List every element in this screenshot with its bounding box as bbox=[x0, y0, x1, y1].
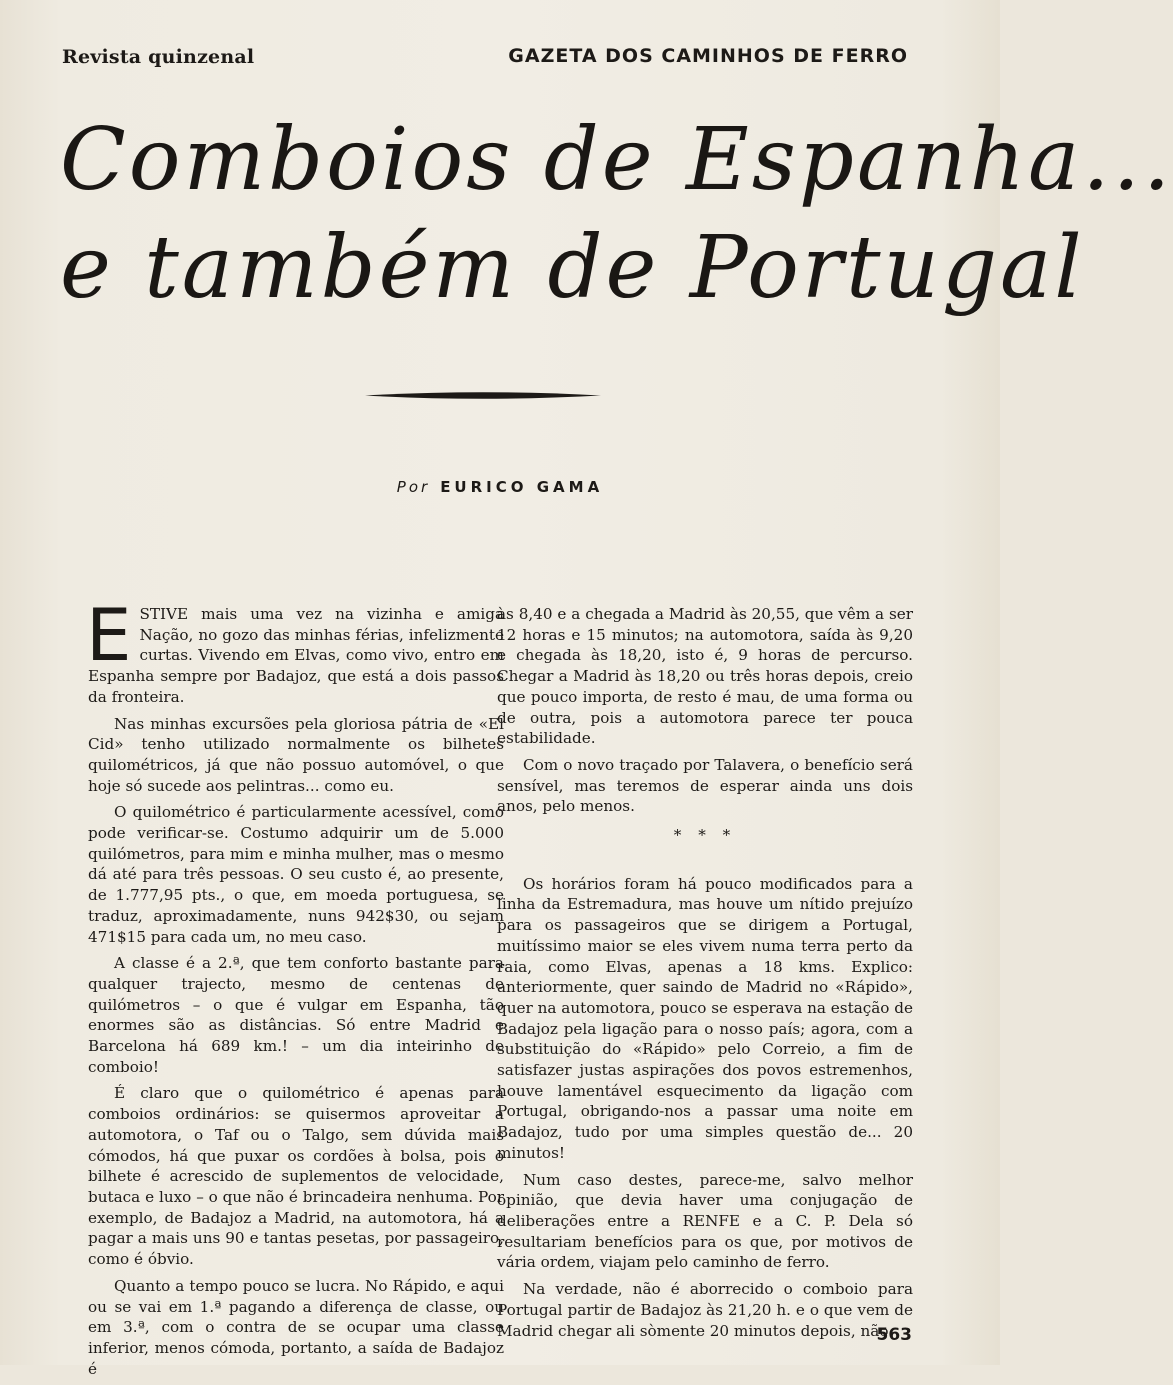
paragraph: às 8,40 e a chegada a Madrid às 20,55, que vêm a ser 12 horas e 15 minutos; na automotora, saída às 9,20 e chegada às 18,20, isto é, 9 horas de percurso. Chegar a Madrid às 18,20 ou três horas depois, creio que pouco importa, de resto é mau, de uma forma ou de outra, pois a automotora parece ter pouca estabilidade. bbox=[497, 605, 913, 748]
drop-cap: E bbox=[86, 593, 132, 677]
page-number: 563 bbox=[876, 1325, 912, 1345]
paragraph: O quilométrico é particularmente acessível, como pode verificar-se. Costumo adquirir um de 5.000 quilómetros, para mim e minha mulher, mas o mesmo dá até para três pessoas. O seu custo é, ao presente, de 1.777,95 pts., o que, em moeda portuguesa, se traduz, aproximadamente, nuns 942$30, ou sejam 471$15 para cada um, no meu caso. bbox=[88, 803, 504, 946]
paragraph: A classe é a 2.ª, que tem conforto bastante para qualquer trajecto, mesmo de centenas de quilómetros – o que é vulgar em Espanha, tão enormes são as distâncias. Só entre Madrid e Barcelona há 689 km.! – um dia inteirinho de comboio! bbox=[88, 954, 504, 1076]
paragraph: Na verdade, não é aborrecido o comboio para Portugal partir de Badajoz às 21,20 h. e o que vem de Madrid chegar ali sòmente 20 minutos depois, não bbox=[497, 1280, 913, 1340]
ornamental-rule bbox=[365, 390, 601, 401]
paragraph-text: STIVE mais uma vez na vizinha e amiga Nação, no gozo das minhas férias, infelizmente curtas. Vivendo em Elvas, como vivo, entro em Espanha sempre por Badajoz, que está a dois passos da fronteira. bbox=[88, 605, 504, 706]
header-periodicity: Revista quinzenal bbox=[62, 46, 255, 68]
article-title-line-1: Comboios de Espanha... bbox=[60, 110, 1173, 210]
article-title-line-2: e também de Portugal bbox=[60, 218, 1085, 318]
paragraph: Nas minhas excursões pela gloriosa pátria de «El Cid» tenho utilizado normalmente os bilhetes quilométricos, já que não possuo automóvel, o que hoje só sucede aos pelintras... como eu. bbox=[88, 714, 504, 795]
header-magazine-title: GAZETA DOS CAMINHOS DE FERRO bbox=[508, 45, 908, 67]
paragraph: Quanto a tempo pouco se lucra. No Rápido, e aqui ou se vai em 1.ª pagando a diferença de classe, ou em 3.ª, com o contra de se ocupar uma classe inferior, menos cómoda, portanto, a saída de Badajoz é bbox=[88, 1276, 504, 1378]
byline-prefix: Por bbox=[396, 478, 431, 496]
paragraph bbox=[86, 593, 504, 708]
section-separator: * * * bbox=[673, 826, 737, 845]
article-column-left bbox=[86, 593, 504, 1385]
byline bbox=[0, 478, 1000, 496]
paragraph: Com o novo traçado por Talavera, o benefício será sensível, mas teremos de esperar ainda uns dois anos, pelo menos. bbox=[497, 755, 913, 816]
byline-author: EURICO GAMA bbox=[440, 478, 604, 496]
article-column-right bbox=[497, 604, 913, 1347]
paragraph: É claro que o quilométrico é apenas para comboios ordinários: se quisermos aproveitar a automotora, o Taf ou o Talgo, sem dúvida mais cómodos, há que puxar os cordões à bolsa, pois o bilhete é acrescido de suplementos de velocidade, butaca e luxo – o que não é brincadeira nenhuma. Por exemplo, de Badajoz a Madrid, na automotora, há a pagar a mais uns 90 e tantas pesetas, por passageiro, como é óbvio. bbox=[88, 1084, 504, 1269]
paragraph: Os horários foram há pouco modificados para a linha da Estremadura, mas houve um nítido prejuízo para os passageiros que se dirigem a Portugal, muitíssimo maior se eles vivem numa terra perto da raia, como Elvas, apenas a 18 kms. Explico: anteriormente, quer saindo de Madrid no «Rápido», quer na automotora, pouco se esperava na estação de Badajoz pela ligação para o nosso país; agora, com a substituição do «Rápido» pelo Correio, a fim de satisfazer justas aspirações dos povos estremenhos, houve lamentável esquecimento da ligação com Portugal, obrigando-nos a passar uma noite em Badajoz, tudo por uma simples questão de... 20 minutos! bbox=[497, 874, 913, 1162]
paragraph: Num caso destes, parece-me, salvo melhor opinião, que devia haver uma conjugação de deliberações entre a RENFE e a C. P. Dela só resultariam benefícios para os que, por motivos de vária ordem, viajam pelo caminho de ferro. bbox=[497, 1170, 913, 1272]
